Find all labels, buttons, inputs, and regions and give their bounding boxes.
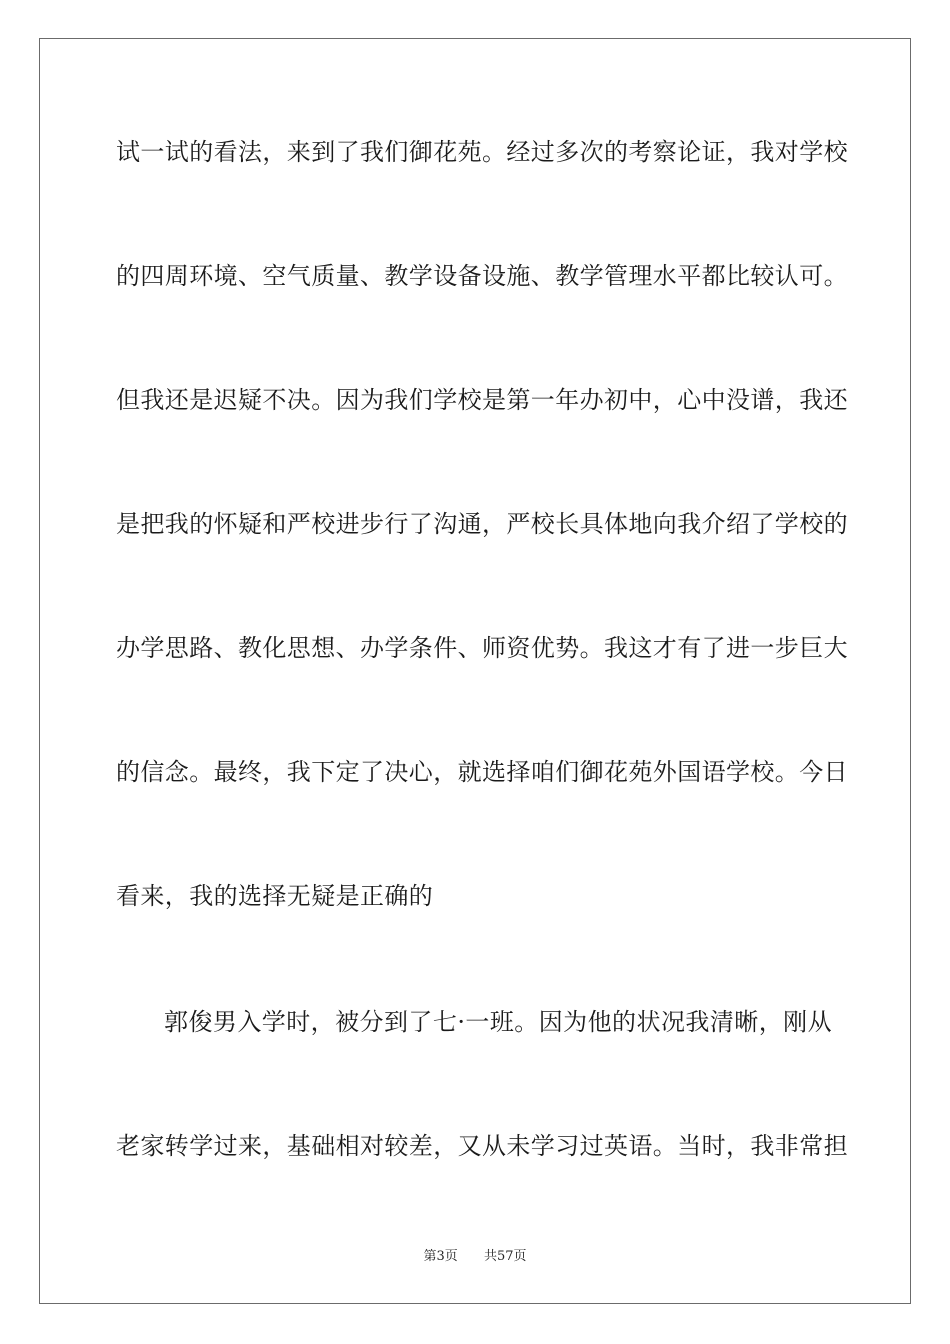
total-pages: 共57页	[484, 1249, 527, 1264]
text-line-9: 老家转学过来，基础相对较差，又从未学习过英语。当时，我非常担	[116, 1132, 848, 1160]
text-line-1: 试一试的看法，来到了我们御花苑。经过多次的考察论证，我对学校	[116, 138, 848, 166]
page-border	[39, 38, 911, 1304]
text-line-2: 的四周环境、空气质量、教学设备设施、教学管理水平都比较认可。	[116, 262, 848, 290]
text-line-6: 的信念。最终，我下定了决心，就选择咱们御花苑外国语学校。今日	[116, 758, 848, 786]
text-line-5: 办学思路、教化思想、办学条件、师资优势。我这才有了进一步巨大	[116, 634, 848, 662]
page-footer	[0, 1248, 950, 1266]
text-line-8-paragraph-start: 郭俊男入学时，被分到了七·一班。因为他的状况我清晰，刚从	[164, 1008, 832, 1036]
text-line-7: 看来，我的选择无疑是正确的	[116, 882, 434, 910]
text-line-3: 但我还是迟疑不决。因为我们学校是第一年办初中，心中没谱，我还	[116, 386, 848, 414]
text-line-4: 是把我的怀疑和严校进步行了沟通，严校长具体地向我介绍了学校的	[116, 510, 848, 538]
page-number: 第3页	[423, 1249, 458, 1264]
